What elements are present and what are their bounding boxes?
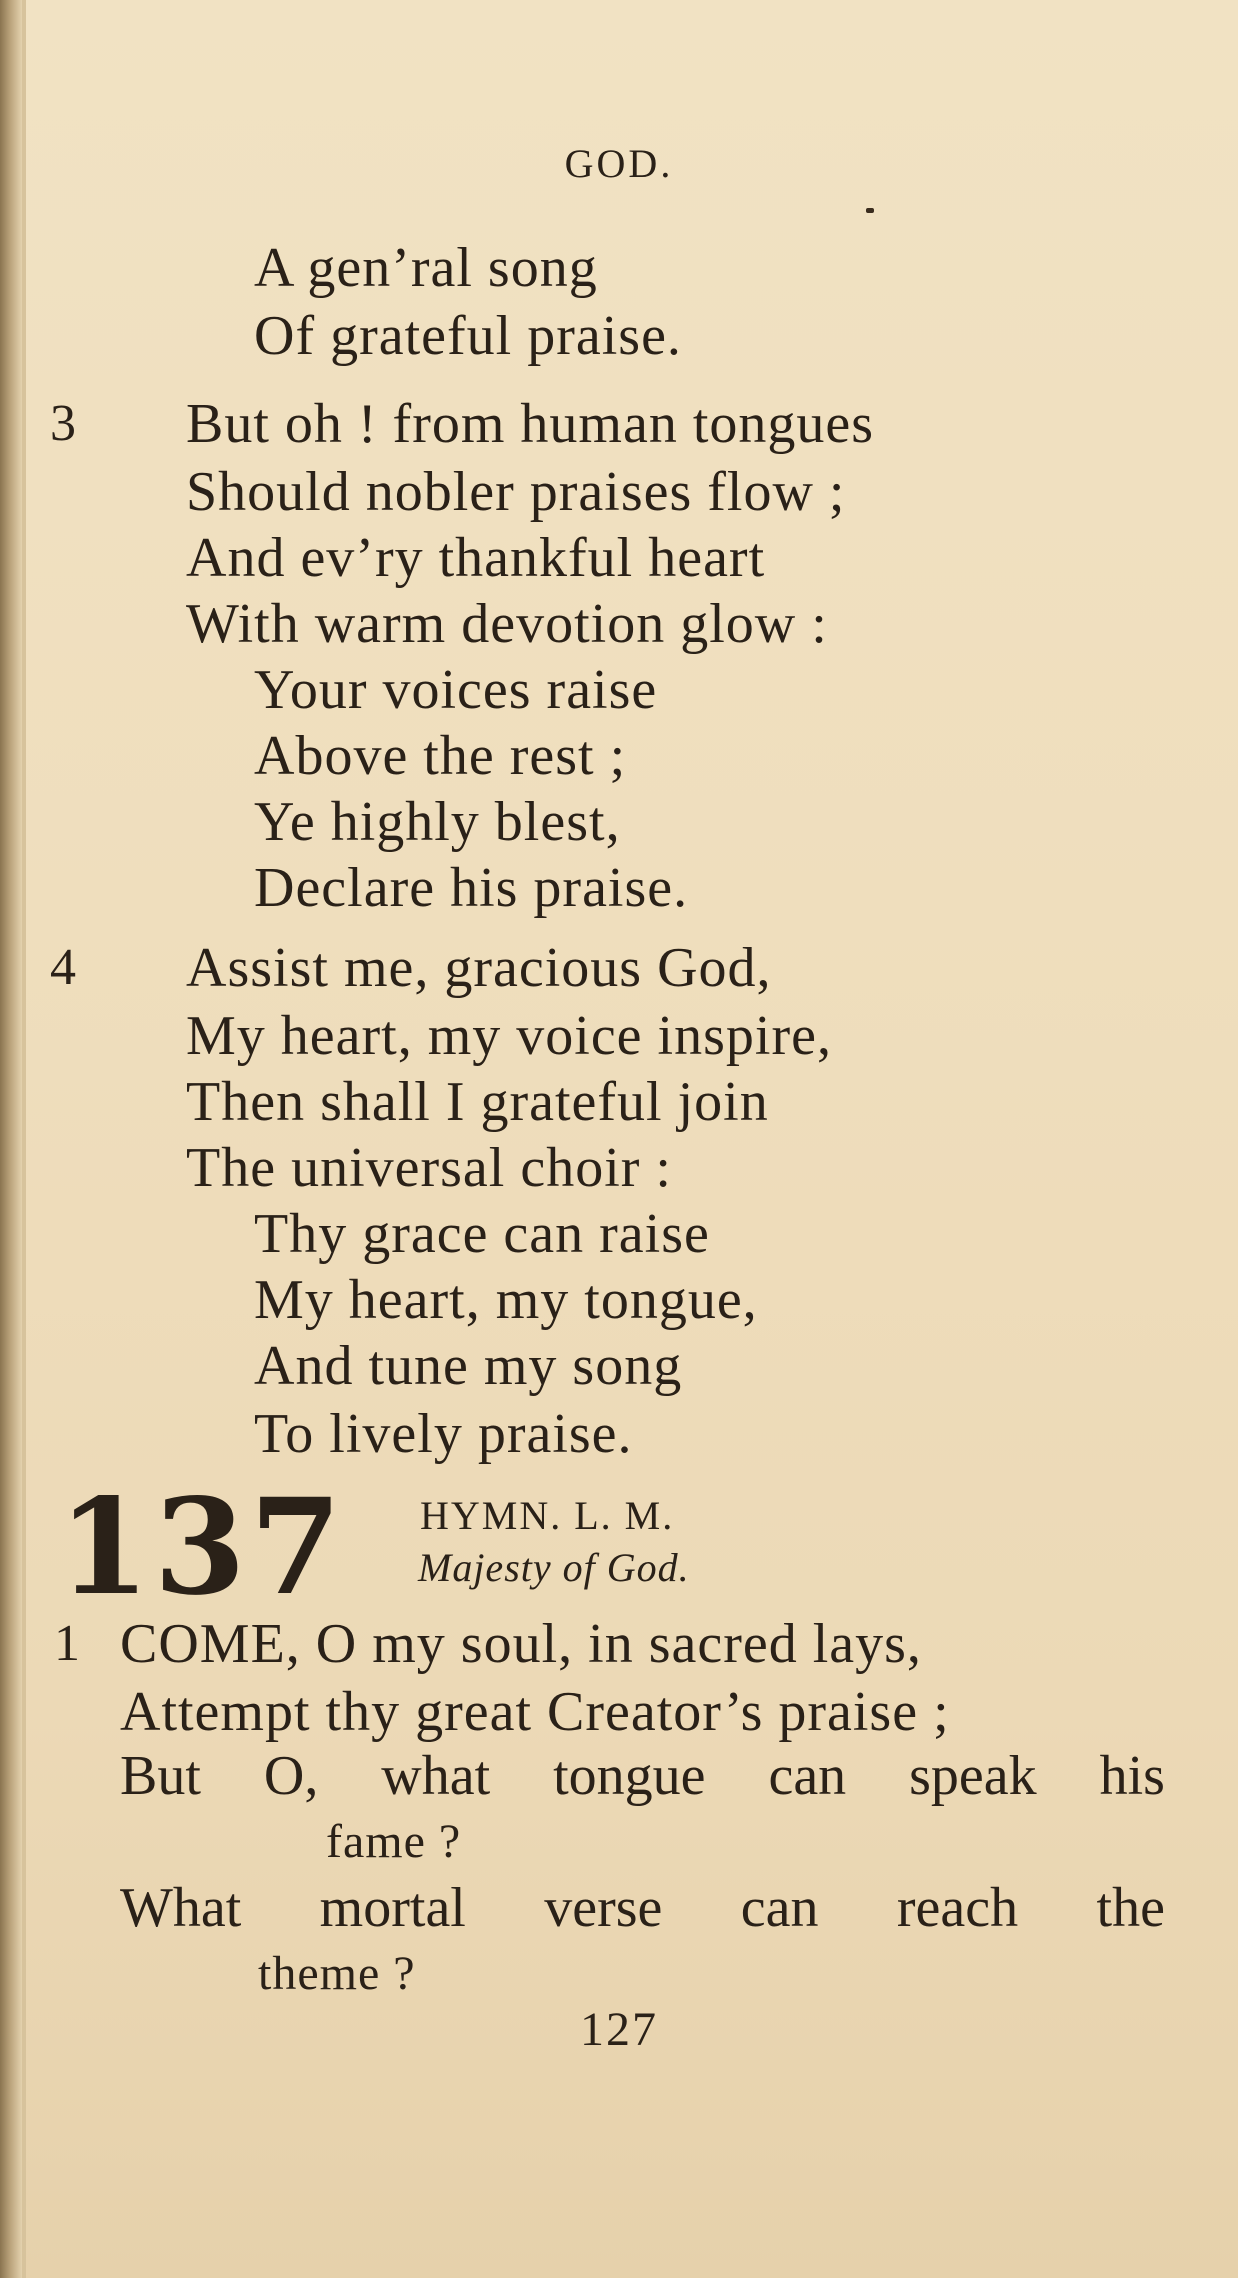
word: what (381, 1745, 491, 1807)
word: tongue (553, 1745, 706, 1807)
word: What (120, 1877, 242, 1939)
hymn-title: HYMN. L. M. (420, 1493, 675, 1538)
stanza-line: The universal choir : (186, 1137, 672, 1199)
stanza-line: Should nobler praises flow ; (186, 461, 846, 523)
stanza-line: Assist me, gracious God, (186, 937, 772, 999)
stanza-line: But oh ! from human tongues (186, 393, 875, 455)
stanza-line: Thy grace can raise (254, 1203, 710, 1265)
hymn-subtitle: Majesty of God. (418, 1545, 690, 1590)
stanza-line: Ye highly blest, (254, 791, 621, 853)
stanza-line: Of grateful praise. (254, 305, 682, 367)
running-header: GOD. (564, 141, 674, 186)
hymn-line: Attempt thy great Creator’s praise ; (120, 1681, 950, 1743)
stanza-line: My heart, my tongue, (254, 1269, 758, 1331)
word: speak (909, 1745, 1037, 1807)
stanza-line: A gen’ral song (254, 237, 598, 299)
hymn-line-justified (120, 1744, 1165, 1808)
word: mortal (319, 1877, 466, 1939)
hymn-line: COME, O my soul, in sacred lays, (120, 1613, 922, 1675)
word: can (768, 1745, 847, 1807)
word: the (1096, 1877, 1165, 1939)
word: his (1099, 1745, 1165, 1807)
book-spine-shadow (0, 0, 22, 2278)
stanza-line: With warm devotion glow : (186, 593, 828, 655)
hymn-line: fame ? (326, 1815, 462, 1868)
stanza-line: To lively praise. (254, 1403, 633, 1465)
stanza-line: Declare his praise. (254, 857, 689, 919)
page-number: 127 (580, 2003, 658, 2056)
book-gutter (22, 0, 26, 2278)
word: verse (544, 1877, 663, 1939)
verse-number: 1 (54, 1615, 80, 1672)
stanza-line: Your voices raise (254, 659, 658, 721)
hymn-line-justified (120, 1876, 1165, 1940)
verse-number: 3 (50, 395, 76, 452)
word: reach (896, 1877, 1019, 1939)
hymn-number: 137 (58, 1470, 346, 1625)
verse-number: 4 (50, 939, 76, 996)
hymn-line: theme ? (258, 1947, 416, 2000)
stanza-line: And tune my song (254, 1335, 683, 1397)
word: can (740, 1877, 819, 1939)
stanza-line: Above the rest ; (254, 725, 627, 787)
ink-speck (866, 208, 874, 213)
stanza-line: My heart, my voice inspire, (186, 1005, 832, 1067)
stanza-line: Then shall I grateful join (186, 1071, 769, 1133)
word: O, (263, 1745, 319, 1807)
stanza-line: And ev’ry thankful heart (186, 527, 766, 589)
word: But (120, 1745, 201, 1807)
